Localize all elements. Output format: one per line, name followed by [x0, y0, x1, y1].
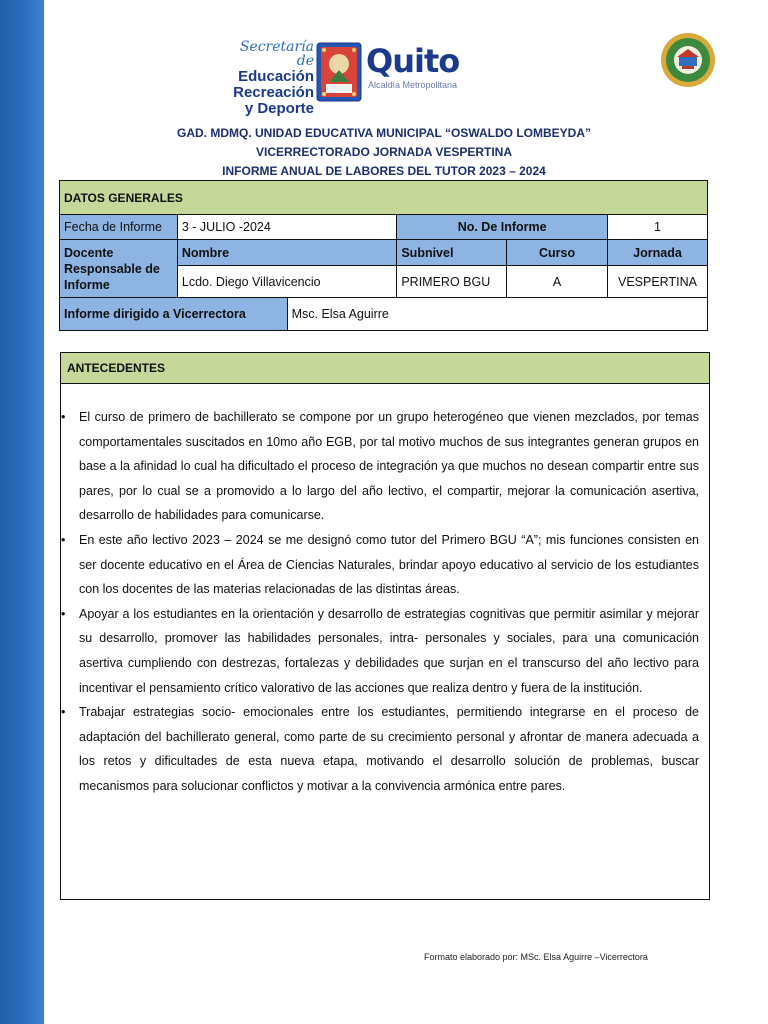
- table-row: [60, 298, 708, 331]
- school-seal-icon: [660, 32, 716, 88]
- secretaria-line-4: y Deporte: [244, 100, 314, 117]
- secretaria-line-2: Educación: [238, 68, 314, 85]
- jornada-value: VESPERTINA: [607, 266, 707, 298]
- subnivel-column-header: Subnivel: [397, 240, 507, 266]
- list-item: [61, 700, 705, 798]
- table-row: [60, 240, 708, 266]
- bullet-icon: •: [61, 705, 66, 720]
- secretaria-line-3: Recreación: [233, 84, 314, 101]
- list-item: [61, 528, 705, 602]
- nombre-column-header: Nombre: [177, 240, 396, 266]
- bullet-icon: •: [61, 410, 66, 424]
- footer-note: Formato elaborado por: MSc. Elsa Aguirre –Vicerrectora: [424, 952, 648, 962]
- curso-value: A: [507, 266, 608, 298]
- vicerrectorado-title: VICERRECTORADO JORNADA VESPERTINA: [255, 145, 513, 159]
- table-row: [60, 181, 708, 215]
- report-title: INFORME ANUAL DE LABORES DEL TUTOR 2023 – 2024: [222, 164, 546, 178]
- datos-generales-header: DATOS GENERALES: [60, 181, 708, 215]
- fecha-value: 3 - JULIO -2024: [177, 215, 396, 240]
- paragraph-text: El curso de primero de bachillerato se compone por un grupo heterogéneo que vienen mezclados, por temas comportamentales suscitados en 10mo año EGB, por tal motivo muchos de sus integrantes generan grupos en base a la afinidad lo cual ha dificultado el proceso de integración ya que muchos no desean compartir entre sus pares, por lo cual se a promovido a lo largo del año lectivo, el compartir, mejorar la comunicación asertiva, desarrollo de habilidades para comunicarse.: [79, 410, 699, 523]
- dirigido-label: Informe dirigido a Vicerrectora: [60, 298, 288, 331]
- table-row: [60, 215, 708, 240]
- secretaria-line-1: Secretaría de: [239, 39, 314, 69]
- datos-generales-table: [59, 180, 708, 331]
- alcaldia-subtitle: Alcaldía Metropolitana: [368, 80, 458, 90]
- jornada-column-header: Jornada: [607, 240, 707, 266]
- left-blue-bar: [0, 0, 44, 1024]
- secretaria-logo-text: [226, 40, 314, 116]
- subnivel-value: PRIMERO BGU: [397, 266, 507, 298]
- antecedentes-list: [61, 405, 705, 799]
- antecedentes-header: ANTECEDENTES: [61, 353, 709, 384]
- document-header: [60, 124, 708, 181]
- numero-informe-value: 1: [607, 215, 707, 240]
- dirigido-value: Msc. Elsa Aguirre: [287, 298, 707, 331]
- bullet-icon: •: [61, 532, 66, 547]
- paragraph-text: En este año lectivo 2023 – 2024 se me designó como tutor del Primero BGU “A”; mis funciones consisten en ser docente educativo en el Área de Ciencias Naturales, brindar apoyo educativo al servicio de los estudiantes con los docentes de las materias relacionadas de las distintas áreas.: [79, 532, 699, 597]
- secretaria-quito-logo: [226, 39, 486, 117]
- numero-informe-label: No. De Informe: [397, 215, 608, 240]
- paragraph-text: Apoyar a los estudiantes en la orientación y desarrollo de estrategias cognitivas que permitir asimilar y mejorar su desarrollo, promover las habilidades personales, intra- personales y sociales, para una comunicación asertiva cumpliendo con destrezas, fortalezas y debilidades que surjan en el transcurso del año lectivo para incentivar el pensamiento crítico valorativo de las acciones que realiza dentro y fuera de la institución.: [79, 606, 699, 695]
- quito-coat-of-arms-icon: [316, 42, 362, 102]
- quito-wordmark: Quito: [366, 42, 460, 80]
- antecedentes-section: [60, 352, 710, 900]
- nombre-value: Lcdo. Diego Villavicencio: [177, 266, 396, 298]
- bullet-icon: •: [61, 606, 66, 621]
- paragraph-text: Trabajar estrategias socio- emocionales entre los estudiantes, permitiendo integrarse en el proceso de adaptación del bachillerato general, como parte de su crecimiento personal y afrontar de manera adecuada a los retos y dificultades de esta nueva etapa, motivando el desarrollo solución de problemas, buscar mecanismos para solucionar conflictos y motivar a la convivencia armónica entre pares.: [79, 705, 699, 793]
- list-item: [61, 405, 705, 528]
- list-item: [61, 602, 705, 700]
- institution-title: GAD. MDMQ. UNIDAD EDUCATIVA MUNICIPAL “OSWALDO LOMBEYDA”: [177, 126, 591, 140]
- fecha-label: Fecha de Informe: [60, 215, 178, 240]
- curso-column-header: Curso: [507, 240, 608, 266]
- docente-label: Docente Responsable de Informe: [60, 240, 178, 298]
